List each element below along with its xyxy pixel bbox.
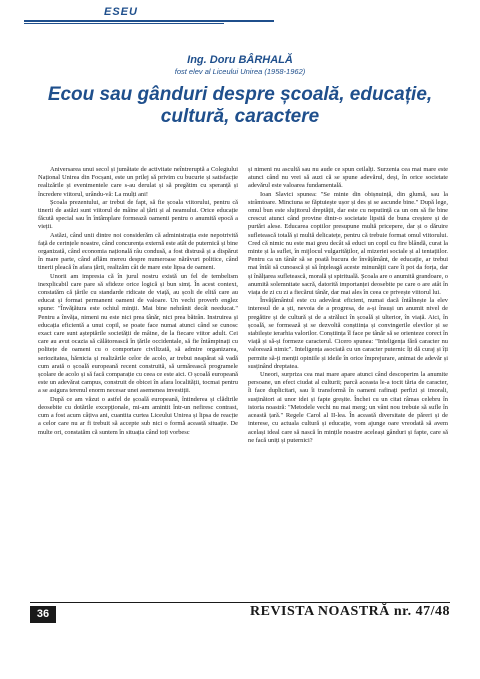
page-number: 36 (30, 606, 56, 623)
author-note: fost elev al Liceului Unirea (1958-1962) (174, 67, 306, 76)
paragraph: Aniversarea unui secol și jumătate de activitate neîntreruptă a Colegiului Național Unirea din Focșani, este un prilej să privim cu bucurie și satisfacție realizările și evenimentele care s-au derulat și să pregătim cu speranță și încredere viitorul, urându-vă: La mulți ani! (38, 166, 238, 198)
author-name: Ing. Doru BÂRHALĂ (187, 54, 293, 66)
magazine-name: REVISTA NOASTRĂ nr. 47/48 (250, 604, 450, 619)
paragraph: Unorii am impresia că în jurul nostru există un fel de tembelism inexplicabil care pare să sfideze orice logică și bun simț. În acest context, constatăm că țările cu standarde ridicate de viață, au școli de elită care au educat și format permanent oameni de valoare. Un vechi proverb englez spune: "Învățătura este ochiul minții. Mai bine nehrănit decât needucat." Pentru a învăța, nimeni nu este nici prea tânăr, nici prea bătrân. Instruirea și educația eficientă a unui copil, se poate face numai atunci când se cunosc exact care sunt așteptările societății de mâine, de la fiecare viitor adult. Cei care au avut ocazia să călătorească în țările occidentale, să fie întâmpinați cu politețe de oameni cu o comportare civilizată, să admire organizarea, seriozitatea, hărnicia și realizările celor de acolo, ar trebui neapărat să vadă cum arată o școală europeană recent construită, să urmărească programele școlare de acolo și să facă comparație cu ceea ce este aici. O școală europeană este un adevărat campus, construit de obicei în afara localității, tocmai pentru a se asigura terenul enorm necesar unei asemenea investiții. (38, 272, 238, 395)
paragraph: Uneori, surpriza cea mai mare apare atunci când descoperim la anumite persoane, un efect ciudat al culturii; parcă aceasta le-a tocit tăria de caracter, îi face duplicitari, sau îi transformă în oameni rafinați perfizi și imorali, susținători ai unor idei și fapte greșite. Închei cu un citat râmas celebru în istoria noastră: "Metodele vechi nu mai merg; un vânt nou trebuie să sufle în această țară." Regele Carol al II-lea. În această diversitate de păreri și de interese, cu actuala cultură și educație, vom ajunge oare vreodată să avem același ideal care să nască în mințile noastre aceleași gânduri și fapte, care să ne facă uniți și puternici? (248, 371, 448, 444)
section-underline-thin (24, 23, 224, 24)
article-title: Ecou sau gânduri despre școală, educație, cultură, caractere (47, 84, 433, 127)
section-underline (24, 20, 274, 22)
paragraph: După ce am văzut o astfel de școală europeană, întinderea și clădirile deosebite cu dotările excepționale, mi-am amintit într-un nefiresc contrast, cum a fost acum câțiva ani, cuantita curtea Liceului Unirea și lipsa de reacție a celor care nu ar fi trebuit să accepte sub nici o formă această situație. De multe ori, constatăm că suntem în situația când toți vorbesc (38, 395, 238, 436)
paragraph: Ioan Slavici spunea: "Se minte din obișnuință, din glumă, sau la strâmtoare. Minciuna se făptuiește ușor și des și se ascunde bine." După lege, omul bun este slujitorul dreptății, dar este cu neputință ca un om să fie bine crescut atunci când provine dintr-o societate lipsită de buna creștere și de purtări alese. Educarea copiilor presupune multă pricepere, dar și o dăruire sufletească totală și multă delicatețe, pentru că trebuie format omul viitorului. Cred că nimic nu este mai greu decât să educi un copil cu fire blândă, curat la minte și la suflet, în mijlocul vulgarităților, al mizeriei sociale și al tentațiilor. Pentru ca un tânăr să se poată bucura de învățământ, de educație, ar trebui mai întâi să cunoască și să înțeleagă aceste minunății care îi pot da forța, dar și înălțarea sufletească, morală și spirituală. Școala are o anumită grandoare, o anumită solemnitate sacră, datorită importanței deosebite pe care o are atât în viața de zi cu zi a fiecărui tânăr, dar mai ales în ceea ce privește viitorul lui. (248, 190, 448, 297)
paragraph: Astăzi, când unii dintre noi considerăm că administrația este nepotrivită față de cerințele noastre, când concurența externă este atât de puternică și bine organizată, când economia națională râu condusă, a fost distrusă și a dispărut în mare parte, când aflăm mereu despre numeroase nărăvuri politice, când tinerii pleacă în afara țării, realizăm cât de mare este lipsa de oameni. (38, 231, 238, 272)
section-label: ESEU (104, 6, 138, 18)
paragraph: și nimeni nu ascultă sau nu aude ce spun ceilalți. Surzenia cea mai mare este atunci când nu vrei să auzi că se spune adevărul, deși, în orice societate adevărul este valoarea fundamentală. (248, 166, 448, 190)
left-column (38, 166, 238, 596)
footer-divider (30, 602, 450, 603)
paragraph: Învățământul este cu adevărat eficient, numai dacă întâlnește la elev interesul de a ști, nevoia de a progresa, de a-și însuși un anumit nivel de pregătire și de cultură și de a străluci în școală și ulterior, în viață. Aici, în școală, se formează și se dezvoltă conștiința și convingerile elevilor și se stabilește ierarhia valorilor. Conștiința îl face pe tânăr să se orienteze corect în viață și să-și formeze caracterul. Cicero spunea: "Inteligența fără caracter nu valorează nimic". Inteligența asociată cu un caracter puternic îți dă curaj și îți permite să-ți menții opiniile și ideile în orice împrejurare, animat de adevăr și susținând dreptatea. (248, 297, 448, 370)
right-column (248, 166, 448, 596)
paragraph: Școala prezentului, ar trebui de fapt, să fie școala viitorului, pentru că tinerii de astăzi sunt viitorul de mâine al țării și al neamului. Orice educație făcută special sau în întâmplare formează oamenii pentru o anumită epocă a vieții. (38, 198, 238, 231)
